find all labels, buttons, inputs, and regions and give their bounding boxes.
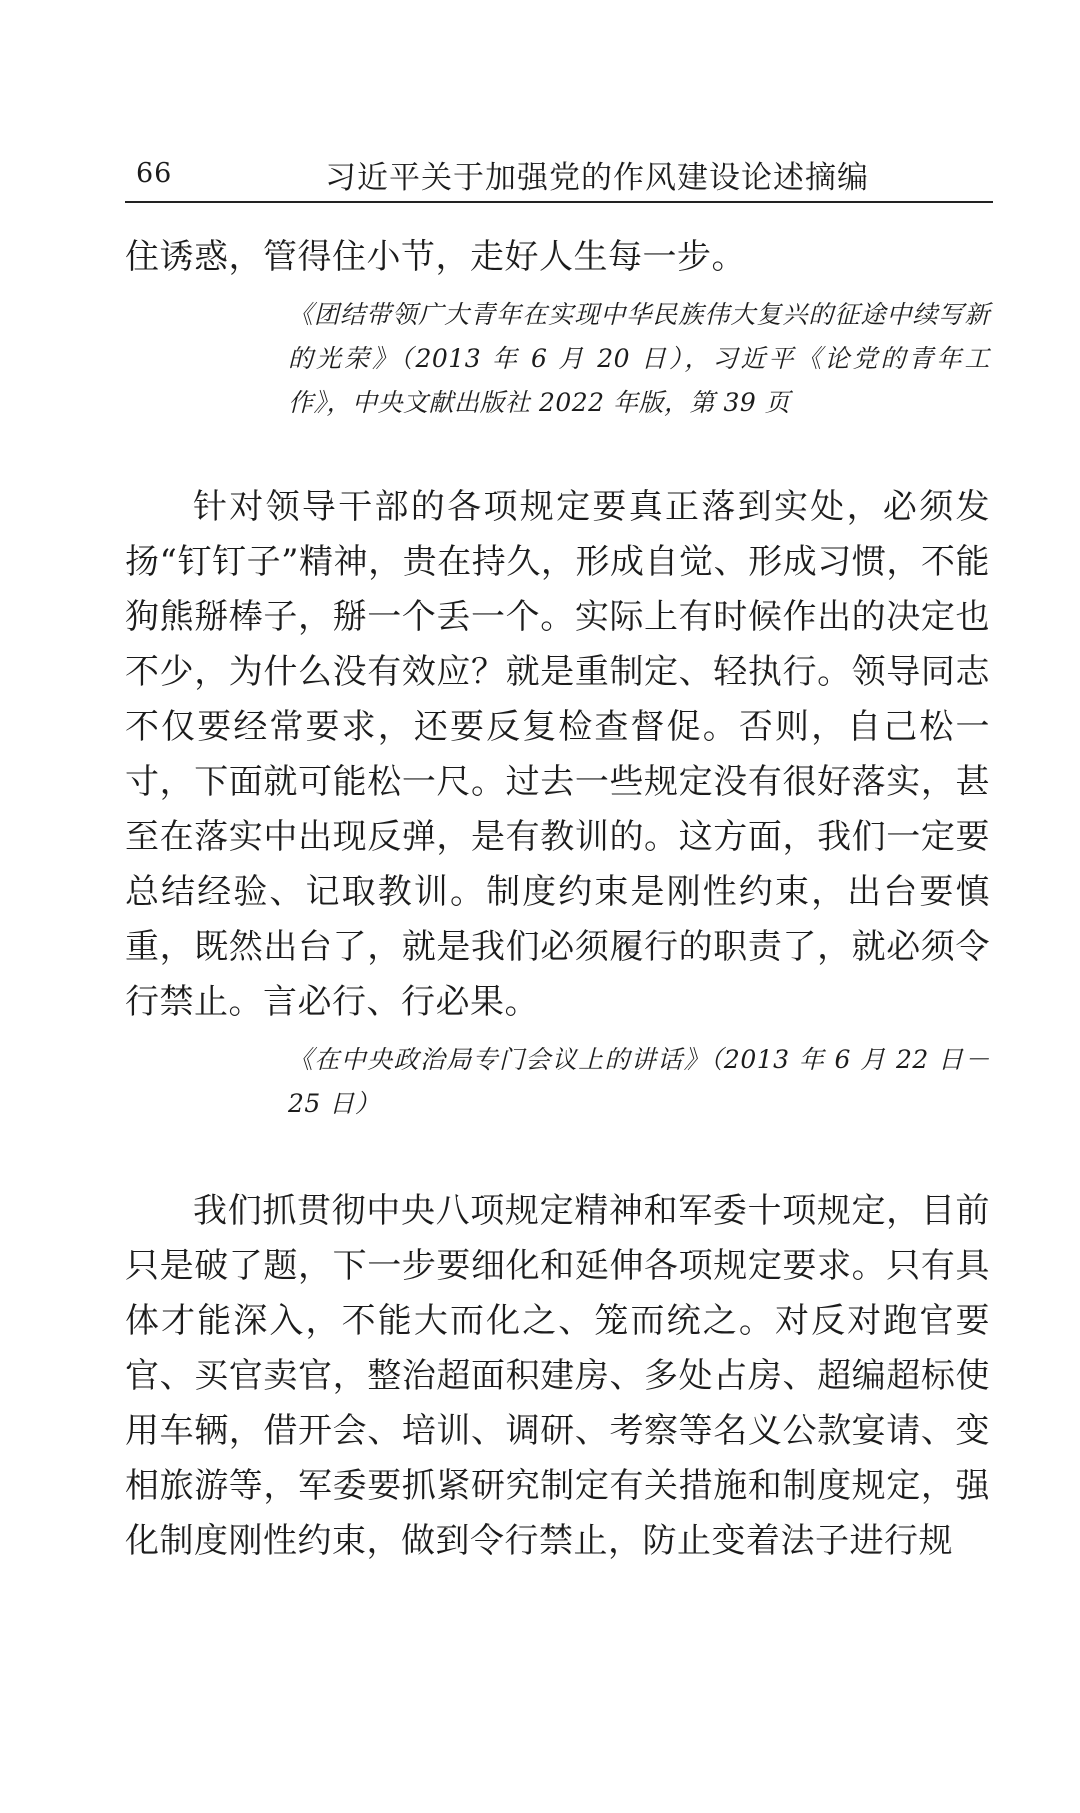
passage-1-source: 《团结带领广大青年在实现中华民族伟大复兴的征途中续写新的光荣》（2013 年 6 月 20 日），习近平《论党的青年工作》，中央文献出版社 2022 年版，第 39 页 (288, 300, 990, 417)
passage-2-text: 针对领导干部的各项规定要真正落到实处，必须发扬“钉钉子”精神，贵在持久，形成自觉、形成习惯，不能狗熊掰棒子，掰一个丢一个。实际上有时候作出的决定也不少，为什么没有效应？就是重制定、轻执行。领导同志不仅要经常要求，还要反复检查督促。否则，自己松一寸，下面就可能松一尺。过去一些规定没有很好落实，甚至在落实中出现反弹，是有教训的。这方面，我们一定要总结经验、记取教训。制度约束是刚性约束，出台要慎重，既然出台了，就是我们必须履行的职责了，就必须令行禁止。言必行、行必果。 (125, 487, 990, 1022)
page-header (125, 150, 990, 200)
page-number: 66 (136, 158, 173, 189)
passage-2-source: 《在中央政治局专门会议上的讲话》（2013 年 6 月 22 日－25 日） (288, 1045, 990, 1118)
page-content (125, 230, 990, 1569)
passage-1-text: 住诱惑，管得住小节，走好人生每一步。 (125, 237, 746, 277)
passage-3-text: 我们抓贯彻中央八项规定精神和军委十项规定，目前只是破了题，下一步要细化和延伸各项规定要求。只有具体才能深入，不能大而化之、笼而统之。对反对跑官要官、买官卖官，整治超面积建房、多处占房、超编超标使用车辆，借开会、培训、调研、考察等名义公款宴请、变相旅游等，军委要抓紧研究制定有关措施和制度规定，强化制度刚性约束，做到令行禁止，防止变着法子进行规 (125, 1191, 990, 1561)
header-rule (125, 201, 993, 203)
running-title: 习近平关于加强党的作风建设论述摘编 (325, 160, 869, 196)
